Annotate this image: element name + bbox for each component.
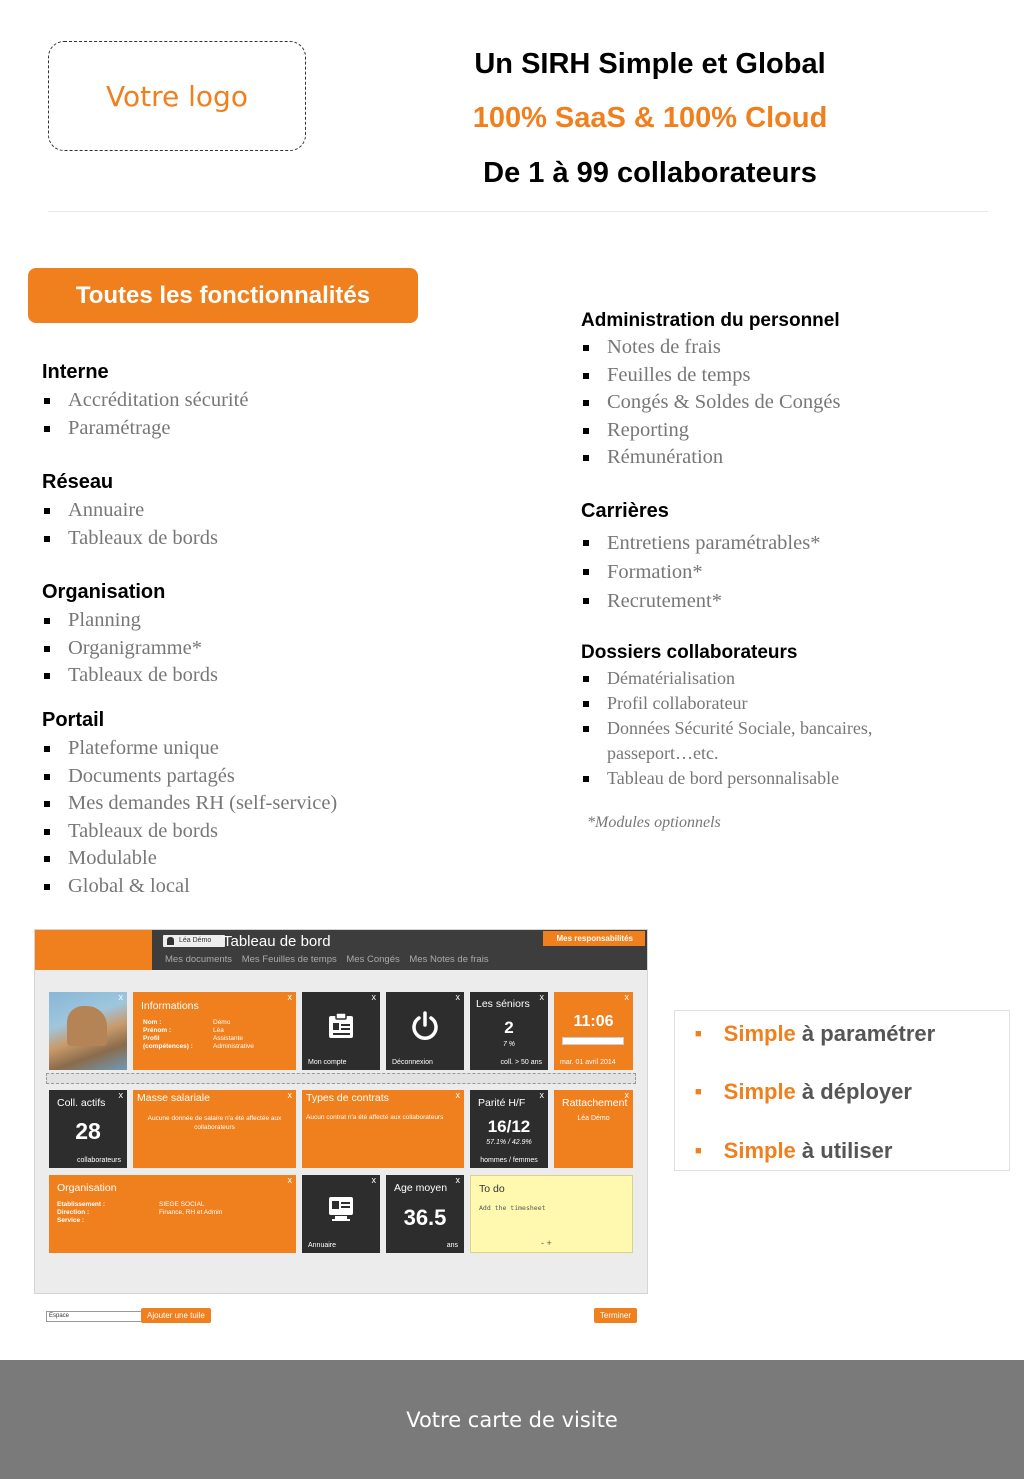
power-icon [410, 1010, 440, 1040]
parity-value: 16/12 [487, 1117, 531, 1136]
info-key: Etablissement : [57, 1201, 106, 1208]
dashboard-topbar [35, 930, 647, 970]
tile-title: Informations [141, 1000, 199, 1012]
account-tile[interactable] [302, 992, 380, 1070]
close-icon[interactable]: x [371, 992, 376, 1002]
benefit-item [695, 1079, 912, 1105]
seniors-tile[interactable] [470, 992, 548, 1070]
close-icon[interactable]: x [287, 1175, 292, 1185]
nav-link-leave[interactable]: Mes Congés [346, 954, 400, 965]
tile-footer: ans [446, 1242, 458, 1249]
list-item: Recrutement* [581, 587, 820, 616]
tile-title: Masse salariale [137, 1092, 210, 1104]
info-key: Prénom : [143, 1027, 172, 1034]
footer-text: Votre carte de visite [406, 1407, 618, 1432]
seniors-percent: 7 % [502, 1041, 516, 1048]
active-staff-tile[interactable] [49, 1090, 127, 1168]
list-item: Accréditation sécurité [42, 387, 248, 415]
clock-tile[interactable] [554, 992, 633, 1070]
close-icon[interactable]: x [455, 1090, 460, 1100]
average-age-tile[interactable] [386, 1175, 464, 1253]
header-divider [48, 211, 988, 212]
info-value: Assistante [213, 1035, 243, 1042]
list-item: Paramétrage [42, 415, 248, 443]
features-banner: Toutes les fonctionnalités [28, 268, 418, 323]
bullet-icon: ■ [695, 1086, 702, 1098]
section-title: Dossiers collaborateurs [581, 642, 798, 663]
photo-tile [49, 992, 127, 1070]
headline-3: De 1 à 99 collaborateurs [483, 157, 817, 189]
list-item: Plateforme unique [42, 735, 337, 763]
close-icon[interactable]: x [455, 992, 460, 1002]
info-key: (compétences) : [143, 1043, 193, 1050]
list-item: Tableau de bord personnalisable [581, 766, 872, 791]
list-item: Tableaux de bords [42, 818, 337, 846]
section-title: Organisation [42, 581, 166, 603]
tile-footer: collaborateurs [77, 1157, 121, 1164]
clock-time: 11:06 [573, 1013, 614, 1030]
todo-controls[interactable]: - + [541, 1238, 552, 1248]
add-tile-button[interactable]: Ajouter une tuile [141, 1308, 211, 1323]
close-icon[interactable]: x [455, 1175, 460, 1185]
list-item: Données Sécurité Sociale, bancaires, [581, 716, 872, 741]
headline-2: 100% SaaS & 100% Cloud [472, 102, 828, 134]
tile-footer: coll. > 50 ans [500, 1059, 542, 1066]
list-item: Organigramme* [42, 635, 218, 663]
list-item: Profil collaborateur [581, 691, 872, 716]
section-administration [581, 310, 840, 472]
nav-link-timesheets[interactable]: Mes Feuilles de temps [241, 954, 337, 965]
info-key: Service : [57, 1217, 85, 1224]
nav-link-documents[interactable]: Mes documents [165, 954, 233, 965]
list-item: Tableaux de bords [42, 525, 218, 553]
list-item: Congés & Soldes de Congés [581, 389, 840, 417]
attachment-tile[interactable] [554, 1090, 633, 1168]
organisation-rows [57, 1201, 222, 1225]
drop-zone [46, 1073, 636, 1084]
day-progress-bar [562, 1037, 624, 1045]
close-icon[interactable]: x [539, 1090, 544, 1100]
info-rows [143, 1019, 254, 1051]
dashboard-title: Tableau de bord [223, 933, 331, 950]
clipboard-icon [326, 1012, 356, 1040]
close-icon[interactable]: x [287, 1090, 292, 1100]
benefit-text: à utiliser [801, 1138, 893, 1163]
user-menu[interactable]: Léa Démo [163, 935, 225, 947]
benefit-highlight: Simple [723, 1138, 796, 1163]
seniors-count: 2 [504, 1018, 514, 1037]
info-value: Finance, RH et Admin [159, 1209, 223, 1216]
benefit-text: à déployer [801, 1079, 912, 1104]
tile-title: Age moyen [394, 1182, 448, 1194]
list-item: Dématérialisation [581, 666, 872, 691]
tile-title: Parité H/F [478, 1097, 526, 1109]
parity-percent: 57.1% / 42.9% [486, 1139, 532, 1146]
tile-title: Types de contrats [306, 1092, 389, 1104]
list-item: Tableaux de bords [42, 662, 218, 690]
info-value: Administrative [213, 1043, 254, 1050]
close-icon[interactable]: x [624, 992, 629, 1002]
organisation-tile[interactable] [49, 1175, 296, 1253]
brand-block [35, 930, 152, 970]
list-item: Annuaire [42, 497, 218, 525]
section-title: Portail [42, 709, 105, 731]
tile-title: Les séniors [476, 998, 530, 1010]
dashboard-body [35, 970, 647, 1320]
dashboard-screenshot [34, 929, 648, 1320]
tile-text: Aucune donnée de salaire n'a été affectée aux collaborateurs [147, 1115, 282, 1131]
section-title: Administration du personnel [581, 310, 840, 331]
list-item: Global & local [42, 873, 337, 901]
benefit-text: à paramétrer [801, 1021, 936, 1046]
list-item: Feuilles de temps [581, 362, 840, 390]
logo-text: Votre logo [106, 79, 248, 113]
benefit-highlight: Simple [723, 1079, 796, 1104]
dashboard-nav [165, 954, 496, 965]
info-key: Direction : [57, 1209, 90, 1216]
section-carrieres [581, 500, 820, 616]
list-item: Planning [42, 607, 218, 635]
footer-business-card [0, 1360, 1024, 1479]
benefit-highlight: Simple [723, 1021, 796, 1046]
close-icon[interactable]: x [118, 992, 123, 1002]
responsibilities-button[interactable]: Mes responsabilités [543, 931, 645, 946]
landscape-image [67, 1006, 107, 1046]
section-organisation [42, 581, 218, 690]
list-item: Reporting [581, 417, 840, 445]
close-icon[interactable]: x [118, 1090, 123, 1100]
tile-label: Annuaire [308, 1242, 337, 1249]
directory-tile[interactable] [302, 1175, 380, 1253]
list-item-continuation: passeport…etc. [607, 743, 719, 763]
info-value: Léa [213, 1027, 224, 1034]
logo-placeholder [48, 41, 306, 151]
list-item: Formation* [581, 558, 820, 587]
section-dossiers [581, 642, 872, 791]
headline-1: Un SIRH Simple et Global [474, 48, 826, 80]
tile-label: Mon compte [308, 1059, 347, 1066]
close-icon[interactable]: x [287, 992, 292, 1002]
list-item: Documents partagés [42, 763, 337, 791]
tile-text: Léa Démo [577, 1115, 610, 1122]
section-portail [42, 709, 337, 900]
benefit-item [695, 1021, 935, 1047]
optional-modules-note: *Modules optionnels [587, 814, 721, 831]
section-interne [42, 361, 248, 442]
tile-label: Déconnexion [392, 1059, 433, 1066]
tile-title: Rattachement [562, 1097, 628, 1109]
logout-tile[interactable] [386, 992, 464, 1070]
todo-tile[interactable] [470, 1175, 633, 1253]
benefit-item [695, 1138, 892, 1164]
contracts-tile[interactable] [302, 1090, 464, 1168]
section-title: Interne [42, 361, 109, 383]
list-item: Mes demandes RH (self-service) [42, 790, 337, 818]
info-tile[interactable] [133, 992, 296, 1070]
simple-benefits-box [674, 1010, 1010, 1171]
tile-title: To do [479, 1183, 505, 1195]
section-title: Carrières [581, 500, 669, 522]
tile-text: Aucun contrat n'a été affecté aux collaborateurs [306, 1114, 444, 1121]
list-item: Entretiens paramétrables* [581, 529, 820, 558]
active-staff-count: 28 [75, 1118, 101, 1144]
list-item: Notes de frais [581, 334, 840, 362]
info-value: SIEGE SOCIAL [159, 1201, 205, 1208]
info-value: Démo [213, 1019, 231, 1026]
list-item: Rémunération [581, 444, 840, 472]
address-book-icon [326, 1195, 356, 1223]
close-icon[interactable]: x [539, 992, 544, 1002]
space-select[interactable]: Espace [46, 1311, 142, 1322]
parity-tile[interactable] [470, 1090, 548, 1168]
payroll-tile[interactable] [133, 1090, 296, 1168]
clock-date: mar. 01 avril 2014 [560, 1059, 616, 1066]
list-item: Modulable [42, 845, 337, 873]
nav-link-expenses[interactable]: Mes Notes de frais [409, 954, 489, 965]
tile-title: Coll. actifs [57, 1097, 106, 1109]
todo-text[interactable]: Add the timesheet [479, 1204, 546, 1212]
section-title: Réseau [42, 471, 114, 493]
close-icon[interactable]: x [371, 1175, 376, 1185]
bullet-icon: ■ [695, 1145, 702, 1157]
info-key: Nom : [143, 1019, 162, 1026]
bullet-icon: ■ [695, 1028, 702, 1040]
tile-title: Organisation [57, 1182, 117, 1194]
section-reseau [42, 471, 218, 552]
average-age-value: 36.5 [403, 1205, 447, 1230]
finish-button[interactable]: Terminer [594, 1308, 637, 1323]
info-key: Profil [143, 1035, 160, 1042]
tile-footer: hommes / femmes [480, 1157, 538, 1164]
close-icon[interactable]: x [624, 1090, 629, 1100]
